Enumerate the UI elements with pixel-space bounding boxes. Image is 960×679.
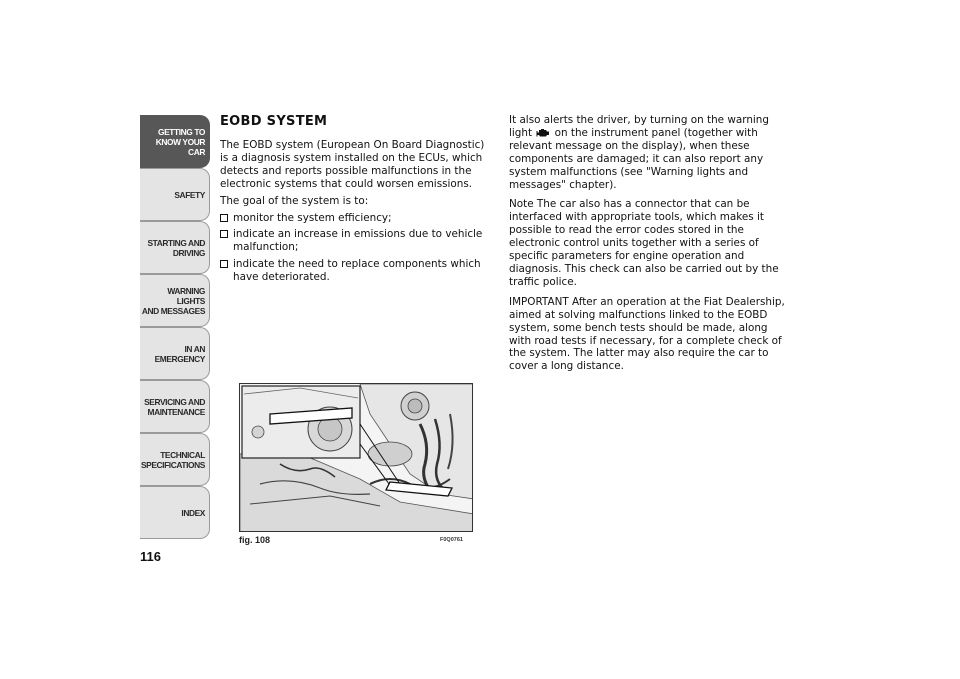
- list-item: indicate an increase in emissions due to vehicle malfunction;: [220, 228, 485, 254]
- engine-bay-figure: [239, 383, 473, 532]
- tab-technical-specifications[interactable]: TECHNICAL SPECIFICATIONS: [140, 433, 210, 486]
- important-paragraph: IMPORTANT After an operation at the Fiat Dealership, aimed at solving malfunctions linked to the EOBD system, some bench tests should be made, along with road tests if necessary, for a complete check of the system. The latter may also require the car to cover a long distance.: [509, 295, 785, 373]
- goal-lead: The goal of the system is to:: [220, 194, 369, 207]
- figure-code: F0Q0761: [440, 537, 463, 543]
- intro-paragraph: The EOBD system (European On Board Diagnostic) is a diagnosis system installed on the ECUs, which detects and reports possible malfunctions in the electronic systems that could worsen emissions.: [220, 139, 485, 190]
- figure-caption: fig. 108: [239, 535, 271, 545]
- checkbox-bullet-icon: [220, 260, 228, 268]
- page-number: 116: [140, 549, 161, 564]
- right-column: [509, 114, 785, 377]
- tab-servicing-and-maintenance[interactable]: SERVICING AND MAINTENANCE: [140, 380, 210, 433]
- tab-starting-and-driving[interactable]: STARTING AND DRIVING: [140, 221, 210, 274]
- tab-getting-to-know-your-car[interactable]: GETTING TO KNOW YOUR CAR: [140, 115, 210, 168]
- alert-paragraph: It also alerts the driver, by turning on the warning light on the instrument panel (together with relevant message on the display), when these components are damaged; it can also report any system malfunctions (see "Warning lights and messages" chapter).: [509, 114, 769, 191]
- tab-index[interactable]: INDEX: [140, 486, 210, 539]
- engine-bay-illustration: [240, 384, 473, 532]
- checkbox-bullet-icon: [220, 230, 228, 238]
- goal-list: [220, 212, 485, 285]
- note-paragraph: Note The car also has a connector that can be interfaced with appropriate tools, which makes it possible to read the error codes stored in the electronic control units together with a series of specific parameters for engine operation and diagnosis. This check can also be carried out by the traffic police.: [509, 198, 779, 288]
- list-item: indicate the need to replace components which have deteriorated.: [220, 258, 485, 284]
- tab-safety[interactable]: SAFETY: [140, 168, 210, 221]
- list-item: monitor the system efficiency;: [220, 212, 485, 225]
- engine-warning-icon: [536, 127, 550, 138]
- left-column: [220, 114, 485, 288]
- checkbox-bullet-icon: [220, 214, 228, 222]
- tab-warning-lights-and-messages[interactable]: WARNING LIGHTS AND MESSAGES: [140, 274, 210, 327]
- section-title: EOBD SYSTEM: [220, 114, 328, 129]
- tab-in-an-emergency[interactable]: IN AN EMERGENCY: [140, 327, 210, 380]
